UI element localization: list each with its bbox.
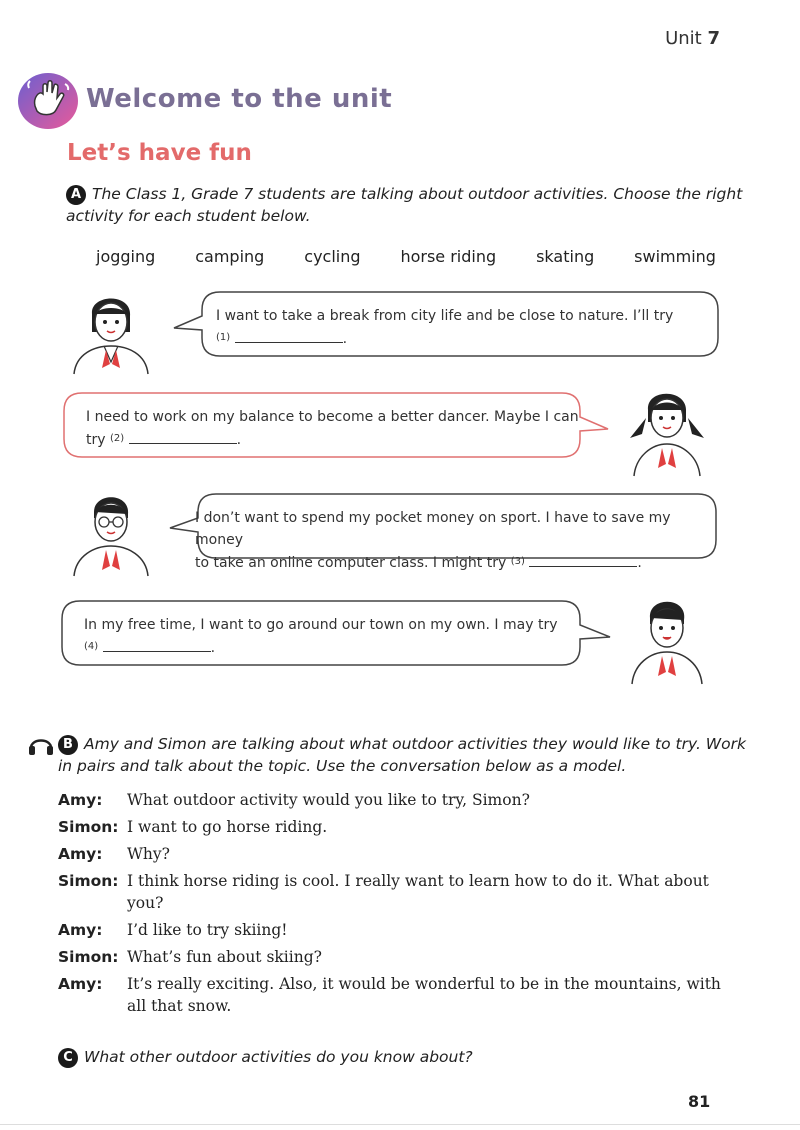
headphones-icon — [28, 732, 54, 756]
bubble-end: . — [210, 640, 216, 656]
unit-label — [665, 28, 720, 49]
student-boy-illustration — [620, 590, 714, 686]
line: What’s fun about skiing? — [127, 948, 322, 966]
conversation-row — [58, 946, 738, 968]
part-c-instruction — [58, 1046, 748, 1068]
footer-divider — [0, 1124, 800, 1125]
answer-blank-2[interactable] — [129, 431, 237, 444]
part-a-instruction — [66, 183, 746, 227]
conversation-row — [58, 789, 738, 811]
answer-blank-1[interactable] — [235, 330, 343, 343]
bubble-end: . — [236, 432, 242, 448]
activity-item: horse riding — [400, 247, 497, 266]
line: Why? — [127, 845, 170, 863]
line: I’d like to try skiing! — [127, 921, 288, 939]
blank-number: (1) — [216, 332, 231, 343]
speech-bubble-2 — [86, 406, 586, 451]
speaker: Simon: — [58, 818, 119, 836]
blank-number: (2) — [109, 433, 125, 444]
banner-title: Welcome to the unit — [86, 84, 393, 114]
speaker: Amy: — [58, 975, 103, 993]
part-c-text: What other outdoor activities do you know about? — [84, 1048, 473, 1066]
bubble-2-line: I need to work on my balance to become a better dancer. Maybe I can — [86, 409, 579, 425]
bubble-1-line: I want to take a break from city life and be close to nature. I’ll try — [216, 308, 674, 324]
badge-a: A — [66, 185, 86, 205]
activity-item: skating — [536, 247, 595, 266]
bubble-4-line: In my free time, I want to go around our town on my own. I may try — [84, 617, 558, 633]
part-a-text: The Class 1, Grade 7 students are talking about outdoor activities. Choose the right activity for each student below. — [66, 185, 743, 225]
speaker: Simon: — [58, 872, 119, 890]
bubble-2-prefix: try — [86, 432, 106, 448]
blank-number: (4) — [84, 641, 99, 652]
line: What outdoor activity would you like to try, Simon? — [127, 791, 530, 809]
page-number: 81 — [688, 1092, 711, 1111]
speaker: Amy: — [58, 845, 103, 863]
speech-bubble-1 — [216, 305, 716, 350]
bubble-3-prefix: to take an online computer class. I might try — [195, 555, 507, 571]
speech-bubble-3 — [195, 507, 715, 574]
activity-item: jogging — [96, 247, 156, 266]
activity-item: swimming — [634, 247, 716, 266]
badge-c: C — [58, 1048, 78, 1068]
answer-blank-4[interactable] — [103, 639, 211, 652]
waving-hand-icon — [17, 72, 79, 130]
speaker: Amy: — [58, 921, 103, 939]
badge-b: B — [58, 735, 78, 755]
student-boy-glasses-illustration — [64, 486, 158, 578]
conversation-row — [58, 919, 738, 941]
line: It’s really exciting. Also, it would be wonderful to be in the mountains, with all that snow. — [127, 975, 721, 1015]
part-b-instruction — [58, 733, 748, 777]
student-girl-1-illustration — [64, 284, 158, 376]
bubble-end: . — [637, 555, 642, 571]
line: I want to go horse riding. — [127, 818, 328, 836]
conversation — [58, 789, 738, 1022]
unit-word: Unit — [665, 28, 702, 49]
bubble-3-line: I don’t want to spend my pocket money on sport. I have to save my money — [195, 510, 671, 548]
conversation-row — [58, 973, 738, 1017]
unit-number: 7 — [707, 28, 720, 49]
activity-list — [96, 247, 716, 266]
activity-item: camping — [195, 247, 265, 266]
conversation-row — [58, 843, 738, 865]
part-b-text: Amy and Simon are talking about what outdoor activities they would like to try. Work in pairs and talk about the topic. Use the conversation below as a model. — [58, 735, 746, 775]
section-title: Let’s have fun — [67, 140, 252, 166]
speaker: Amy: — [58, 791, 103, 809]
line: I think horse riding is cool. I really want to learn how to do it. What about you? — [127, 872, 709, 912]
speech-bubble-4 — [84, 614, 584, 659]
blank-number: (3) — [510, 556, 525, 567]
speaker: Simon: — [58, 948, 119, 966]
activity-item: cycling — [304, 247, 361, 266]
student-girl-2-illustration — [620, 378, 714, 478]
conversation-row — [58, 816, 738, 838]
answer-blank-3[interactable] — [529, 554, 637, 567]
bubble-end: . — [342, 331, 348, 347]
conversation-row — [58, 870, 738, 914]
